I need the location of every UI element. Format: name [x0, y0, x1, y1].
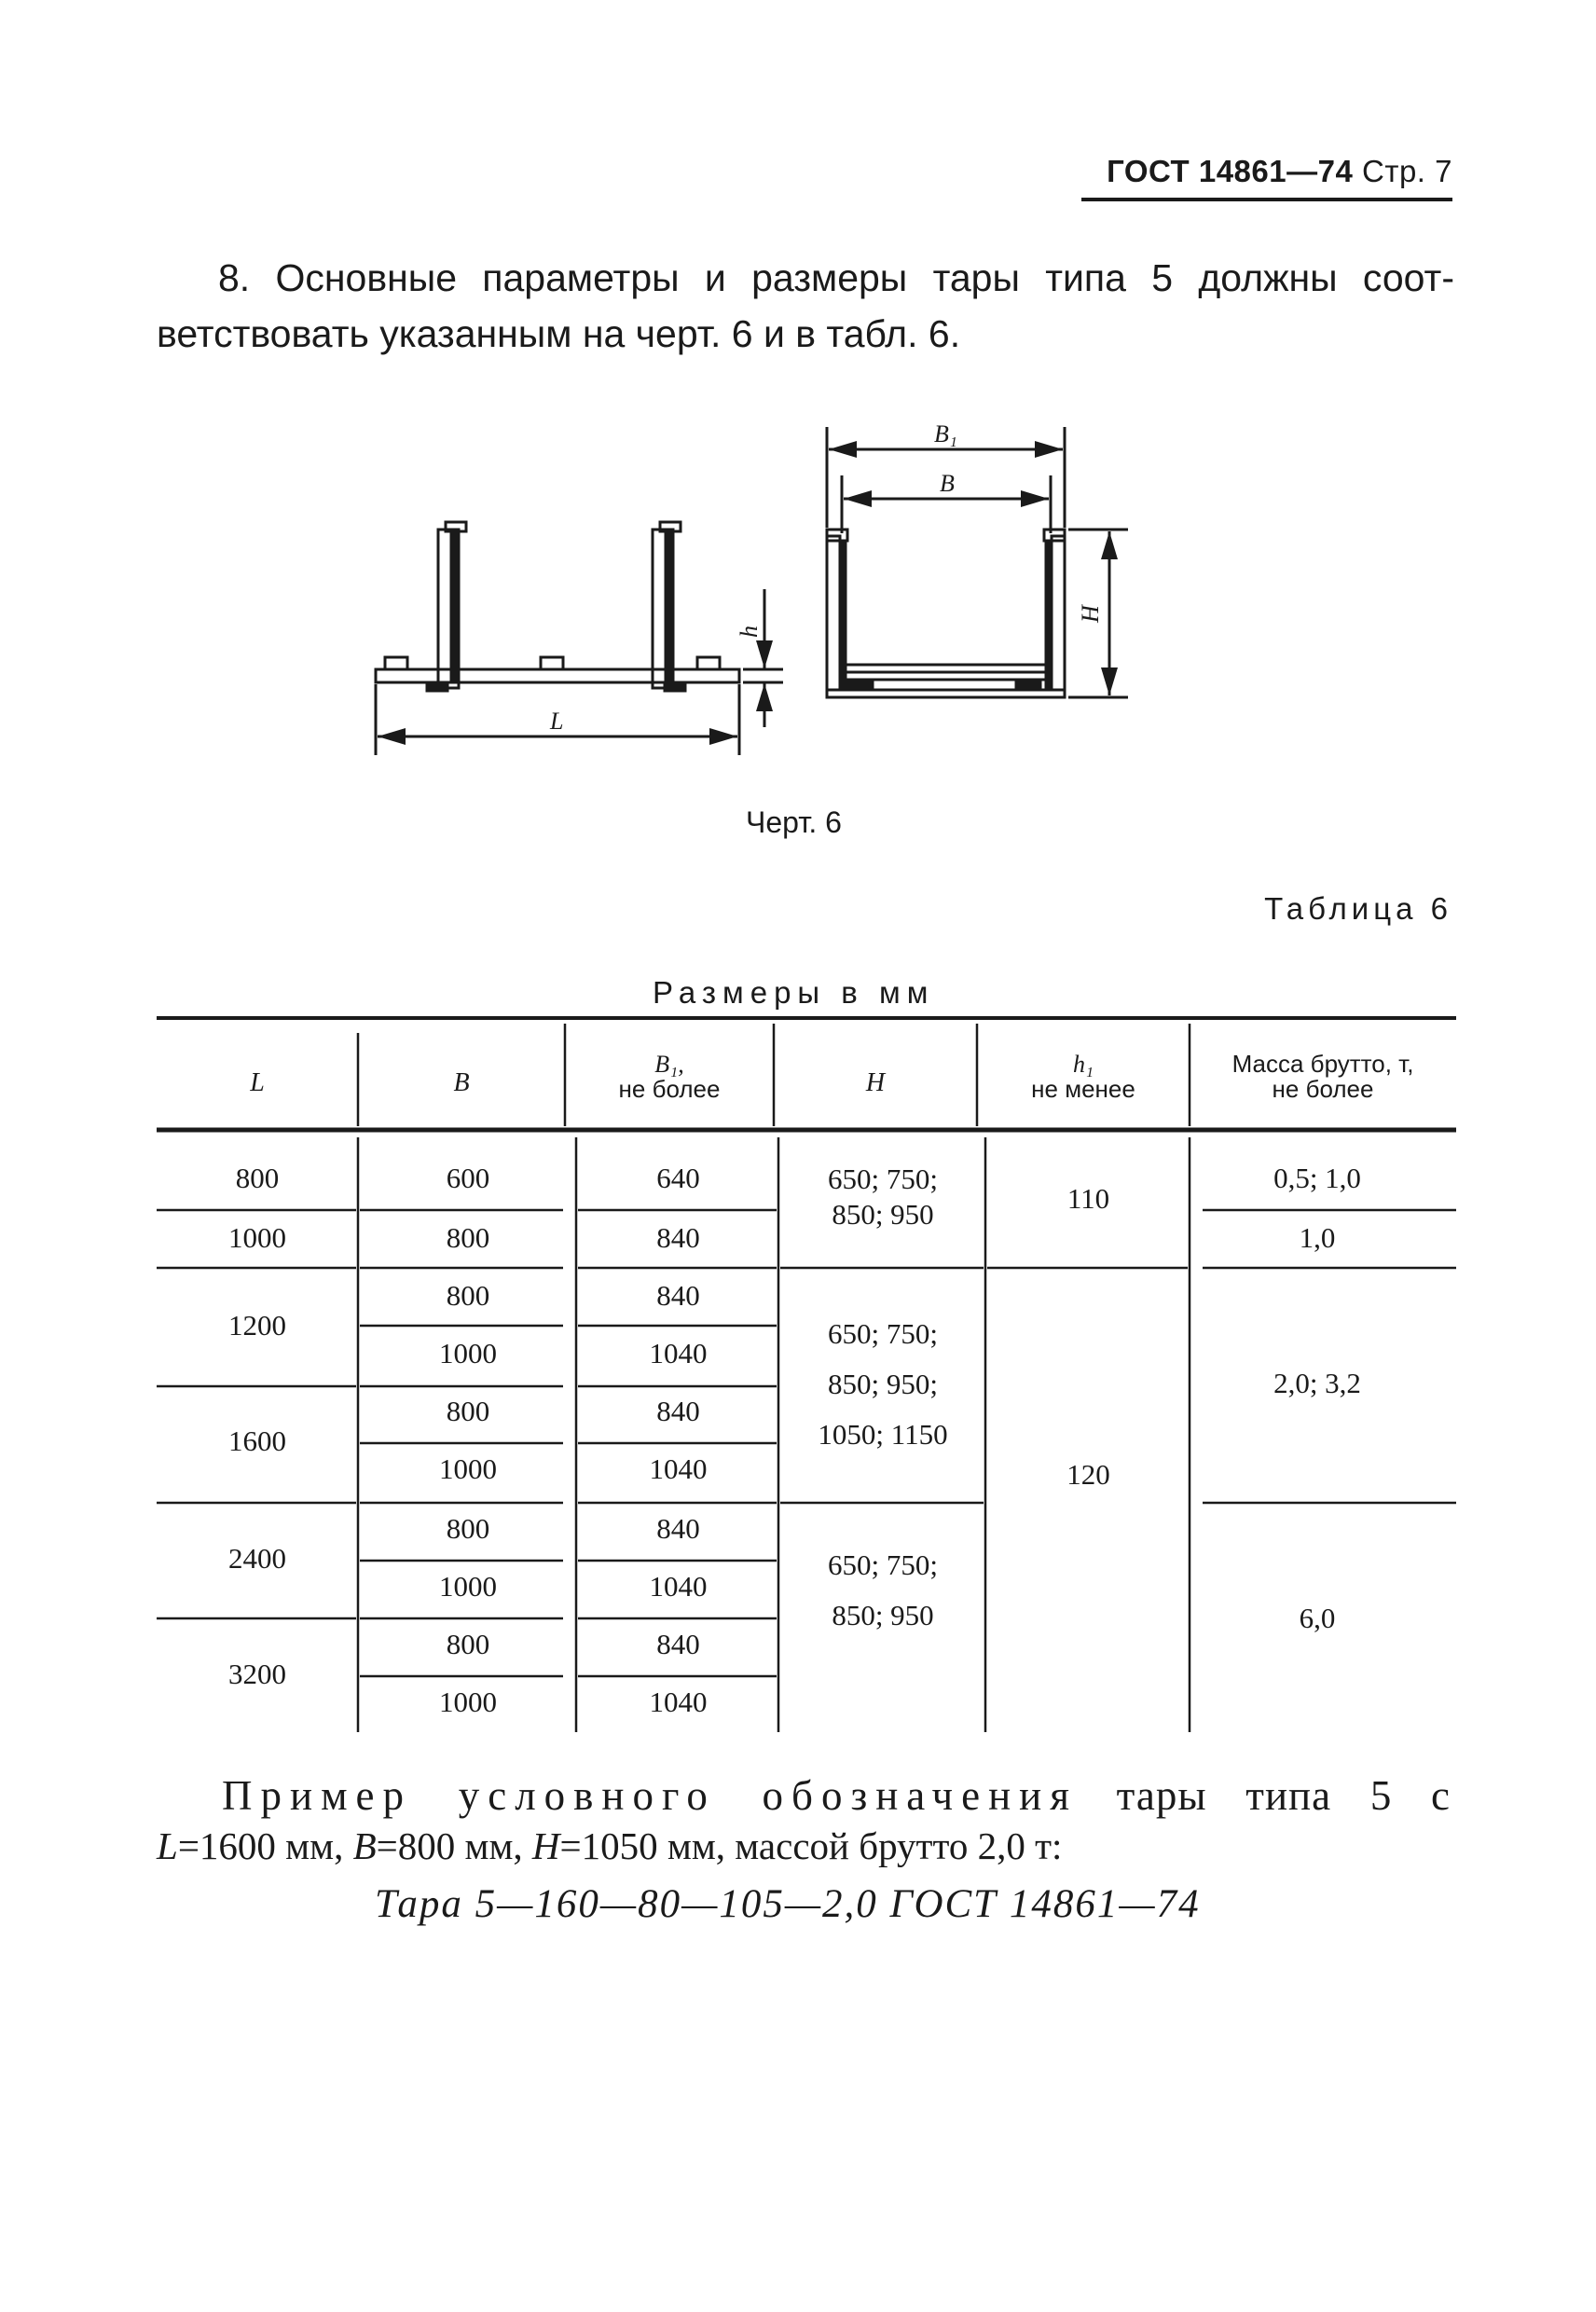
cell-B1: 1040 [649, 1686, 708, 1718]
cell-B: 800 [446, 1512, 490, 1545]
cell-B: 1000 [439, 1686, 497, 1718]
cell-B: 1000 [439, 1337, 497, 1369]
cell-H-group-2 [780, 1309, 985, 1460]
cell-H-line: 650; 750; [828, 1548, 938, 1581]
header-mass-line2: не более [1272, 1075, 1374, 1103]
header-mass [1190, 1052, 1456, 1102]
cell-h1-110: 110 [1066, 1182, 1110, 1215]
param-H-value: =1050 мм, массой брутто 2,0 т: [559, 1824, 1063, 1867]
example-heading-line [222, 1771, 1451, 1820]
cell-B1: 840 [656, 1279, 700, 1312]
cell-B1: 1040 [649, 1337, 708, 1369]
header-h1 [977, 1052, 1190, 1102]
dim-label-h: h [736, 626, 763, 638]
cell-L-3200: 3200 [228, 1658, 286, 1690]
intro-line-2: ветствовать указанным на черт. 6 и в табл. 6. [157, 312, 961, 355]
example-parameters [157, 1823, 1062, 1868]
dim-label-L: L [550, 708, 564, 735]
cell-B: 600 [446, 1162, 490, 1194]
cell-H-group-1 [780, 1162, 985, 1232]
dim-label-B1: B₁ [934, 420, 957, 447]
param-L-symbol: L [157, 1824, 178, 1867]
header-B: B [453, 1068, 470, 1097]
cell-H-line: 1050; 1150 [818, 1418, 948, 1451]
cell-B1: 840 [656, 1395, 700, 1427]
cell-B: 800 [446, 1279, 490, 1312]
cell-H-line: 650; 750; [828, 1317, 938, 1350]
cell-H-line: 850; 950 [832, 1198, 934, 1231]
cell-B1: 1040 [649, 1570, 708, 1603]
param-B-symbol: B [352, 1824, 377, 1867]
dim-label-B: B [940, 470, 955, 497]
cell-H-line: 650; 750; [828, 1163, 938, 1195]
header-L: L [250, 1068, 265, 1097]
header-B1 [565, 1052, 774, 1102]
intro-line-1: 8. Основные параметры и размеры тары типа 5 должны соот- [218, 256, 1454, 299]
drawing-caption: Черт. 6 [746, 805, 842, 839]
cell-L-2400: 2400 [228, 1542, 286, 1575]
cell-L-1200: 1200 [228, 1309, 286, 1342]
cell-B: 1000 [439, 1570, 497, 1603]
cell-L-1000: 1000 [228, 1221, 286, 1254]
cell-B: 800 [446, 1628, 490, 1660]
header-h1-note: не менее [1031, 1075, 1135, 1103]
table-units: Размеры в мм [653, 975, 935, 1010]
header-h1-symbol: h₁ [1072, 1051, 1094, 1078]
cell-mass: 1,0 [1299, 1221, 1336, 1254]
cell-B1: 640 [656, 1162, 700, 1194]
cell-B: 800 [446, 1395, 490, 1427]
cell-mass: 0,5; 1,0 [1273, 1162, 1361, 1194]
header-B1-symbol: B₁, [654, 1051, 684, 1078]
dim-label-H: H [1077, 605, 1104, 623]
param-L-value: =1600 мм, [177, 1824, 353, 1867]
param-H-symbol: H [531, 1824, 560, 1867]
cell-mass: 6,0 [1299, 1602, 1336, 1634]
cell-h1-120: 120 [1066, 1458, 1110, 1491]
cell-B1: 840 [656, 1221, 700, 1254]
cell-B: 800 [446, 1221, 490, 1254]
table-title: Таблица 6 [1264, 891, 1452, 926]
cell-H-group-3 [780, 1540, 985, 1641]
standard-number: ГОСТ 14861—74 [1107, 154, 1354, 188]
cell-B: 1000 [439, 1452, 497, 1485]
example-heading: Пример условного обозначения [222, 1772, 1078, 1819]
cell-H-line: 850; 950 [832, 1599, 934, 1631]
header-mass-line1: Масса брутто, т, [1231, 1050, 1414, 1078]
example-designation: Тара 5—160—80—105—2,0 ГОСТ 14861—74 [375, 1882, 1201, 1926]
page-number: Стр. 7 [1362, 154, 1452, 188]
cell-mass: 2,0; 3,2 [1273, 1367, 1361, 1399]
header-H: H [865, 1068, 886, 1097]
cell-B1: 840 [656, 1512, 700, 1545]
cell-B1: 1040 [649, 1452, 708, 1485]
example-heading-tail: тары типа 5 с [1116, 1772, 1452, 1819]
cell-H-line: 850; 950; [828, 1368, 938, 1400]
cell-B1: 840 [656, 1628, 700, 1660]
header-B1-note: не более [618, 1075, 721, 1103]
cell-L-800: 800 [235, 1162, 280, 1194]
param-B-value: =800 мм, [376, 1824, 532, 1867]
cell-L-1600: 1600 [228, 1424, 286, 1457]
